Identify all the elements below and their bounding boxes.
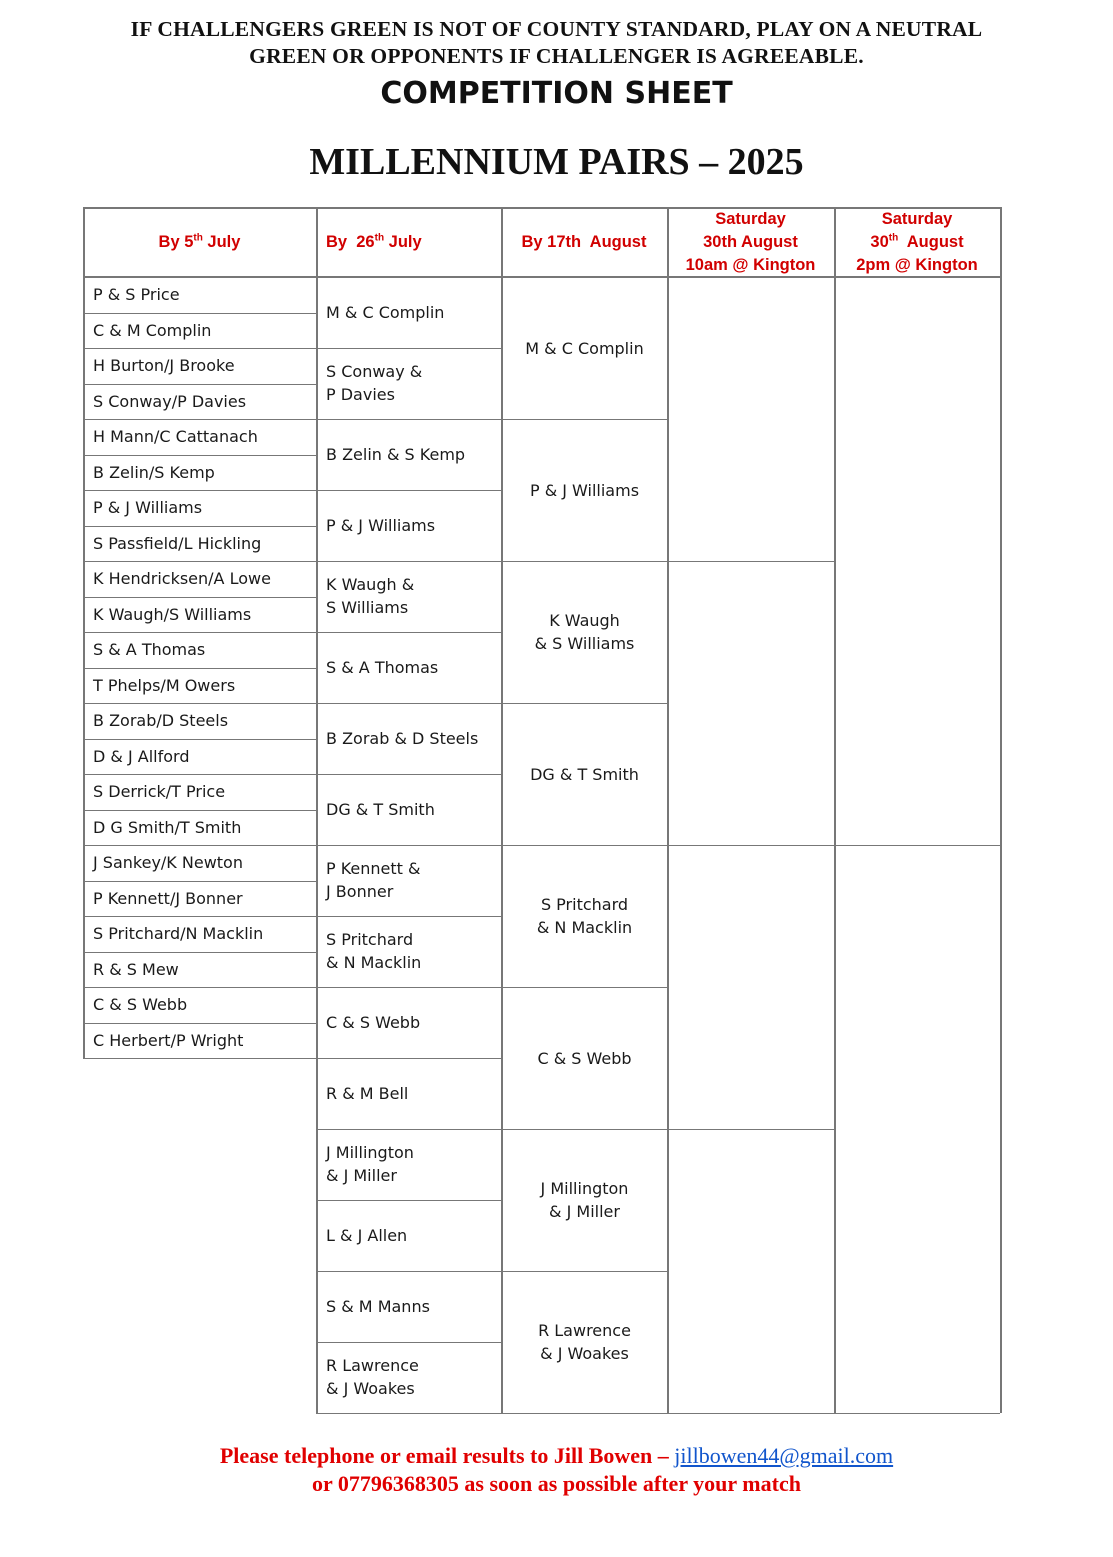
header-final-line3: 2pm @ Kington [856, 255, 978, 274]
round3-entry: R Lawrence & J Woakes [538, 1321, 631, 1363]
round1-entry: S Passfield/L Hickling [93, 533, 262, 553]
round3-entry: C & S Webb [537, 1048, 632, 1068]
round1-entry: D G Smith/T Smith [93, 817, 242, 837]
round1-entry: C & M Complin [93, 320, 212, 340]
round1-entry: P & J Williams [93, 498, 203, 517]
header-semi-line3: 10am @ Kington [685, 255, 816, 274]
header-divider [501, 207, 503, 277]
header-divider [834, 207, 836, 277]
semi-row-line [667, 1413, 834, 1414]
final-row-line [834, 1413, 1000, 1414]
header-round3 [501, 207, 667, 277]
header-divider [83, 207, 85, 277]
round1-entry: C & S Webb [93, 995, 188, 1014]
round1-entry: T Phelps/M Owers [93, 675, 236, 695]
header-semi-line2: 30th August [703, 232, 798, 251]
round1-entry: J Sankey/K Newton [93, 853, 243, 872]
round3-entry: J Millington & J Miller [540, 1179, 629, 1221]
header-final-line2-suffix: August [898, 232, 964, 251]
semi-row-line [667, 845, 834, 846]
header-round2-prefix: By 26 [326, 232, 375, 251]
round1-entry: R & S Mew [93, 959, 179, 979]
round1-entry: D & J Allford [93, 746, 190, 766]
header-round2-sup: th [374, 232, 385, 243]
round2-entry: B Zorab & D Steels [326, 728, 479, 748]
round2-entry: P & J Williams [326, 515, 436, 535]
semi-row-line [667, 1129, 834, 1130]
round1-entry: S & A Thomas [93, 640, 206, 659]
round3-entry: S Pritchard & N Macklin [536, 895, 633, 937]
header-semi [667, 207, 834, 277]
round1-entry: C Herbert/P Wright [93, 1030, 244, 1050]
round3-entry: K Waugh & S Williams [534, 611, 635, 653]
footer [0, 1442, 1113, 1498]
round2-entry: B Zelin & S Kemp [326, 444, 466, 464]
round1-entry: S Conway/P Davies [93, 391, 247, 411]
round1-entry: S Pritchard/N Macklin [93, 924, 264, 943]
header-round1-suffix: July [202, 232, 241, 251]
round2-entry: L & J Allen [326, 1225, 408, 1245]
header-final-line2-sup: th [888, 232, 899, 243]
round2-entry: P Kennett & J Bonner [326, 859, 421, 901]
notice [0, 16, 1113, 70]
round2-entry: R & M Bell [326, 1083, 409, 1103]
header-divider [316, 207, 318, 277]
round3-row-line [501, 1413, 667, 1414]
round2-entry: S & A Thomas [326, 657, 439, 677]
notice-line-2: GREEN OR OPPONENTS IF CHALLENGER IS AGREEABLE. [249, 44, 864, 68]
header-divider [1000, 207, 1002, 277]
round2-entry: J Millington & J Miller [326, 1143, 414, 1185]
semi-row-line [667, 561, 834, 562]
round2-entry: K Waugh & S Williams [326, 575, 415, 617]
footer-line-2: or 07796368305 as soon as possible after your match [312, 1471, 801, 1496]
header-final-line1: Saturday [881, 209, 953, 228]
email-link[interactable]: jillbowen44@gmail.com [674, 1443, 894, 1468]
round1-entry: P & S Price [93, 285, 180, 304]
round2-entry: S Pritchard & N Macklin [326, 930, 422, 972]
round1-entry: B Zelin/S Kemp [93, 462, 215, 482]
header-round1-sup: th [193, 232, 203, 243]
competition-title: COMPETITION SHEET [380, 76, 733, 111]
header-semi-line1: Saturday [715, 209, 786, 228]
header-top-border [83, 207, 1001, 209]
header-round1-prefix: By 5 [158, 232, 194, 251]
header-round2 [316, 207, 501, 277]
footer-line-1: Please telephone or email results to Jill Bowen – [219, 1443, 675, 1468]
round2-entry: R Lawrence & J Woakes [326, 1356, 419, 1398]
notice-line-1: IF CHALLENGERS GREEN IS NOT OF COUNTY STANDARD, PLAY ON A NEUTRAL [130, 17, 983, 41]
round3-entry: P & J Williams [529, 480, 640, 500]
round2-row-line [316, 1413, 501, 1414]
round2-entry: M & C Complin [326, 302, 445, 322]
round1-entry: S Derrick/T Price [93, 782, 226, 801]
round1-row-line [83, 1058, 316, 1059]
round2-entry: S & M Manns [326, 1296, 430, 1316]
round2-left-border [316, 277, 318, 1413]
round1-entry: H Mann/C Cattanach [93, 427, 258, 446]
round3-entry: M & C Complin [525, 338, 644, 358]
header-round3-text: By 17th August [521, 232, 647, 251]
round1-entry: H Burton/J Brooke [93, 356, 235, 375]
header-final [834, 207, 1000, 277]
header-round1 [83, 207, 316, 277]
event-title: MILLENNIUM PAIRS – 2025 [309, 141, 804, 183]
header-final-line2-prefix: 30 [870, 232, 889, 251]
round3-entry: DG & T Smith [530, 764, 639, 784]
round2-entry: S Conway & P Davies [326, 362, 423, 404]
final-row-line [834, 845, 1000, 846]
final-right-border [1000, 277, 1002, 1413]
round2-entry: DG & T Smith [326, 799, 435, 819]
header-round2-suffix: July [384, 232, 422, 251]
round1-entry: P Kennett/J Bonner [93, 888, 243, 908]
header-divider [667, 207, 669, 277]
round1-entry: K Waugh/S Williams [93, 604, 252, 624]
round1-entry: K Hendricksen/A Lowe [93, 569, 271, 588]
round1-entry: B Zorab/D Steels [93, 711, 229, 730]
round2-entry: C & S Webb [326, 1012, 421, 1032]
